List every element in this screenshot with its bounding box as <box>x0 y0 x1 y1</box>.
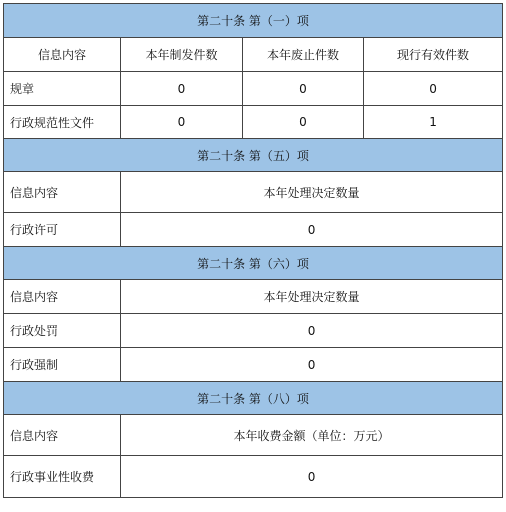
column-header-info: 信息内容 <box>4 172 121 213</box>
section-header-row <box>4 382 503 415</box>
row-label: 行政许可 <box>4 213 121 247</box>
table-row <box>4 72 503 106</box>
table-row <box>4 348 503 382</box>
column-header-row <box>4 415 503 456</box>
cell-value: 0 <box>121 348 503 382</box>
section-header-row <box>4 4 503 38</box>
column-header-info: 信息内容 <box>4 280 121 314</box>
column-header-row <box>4 38 503 72</box>
row-label: 行政规范性文件 <box>4 106 121 139</box>
row-label: 行政处罚 <box>4 314 121 348</box>
column-header-decisions: 本年处理决定数量 <box>121 172 503 213</box>
section-title: 第二十条 第（五）项 <box>4 139 503 172</box>
table-row <box>4 106 503 139</box>
cell-value: 1 <box>364 106 503 139</box>
column-header-info: 信息内容 <box>4 415 121 456</box>
column-header-row <box>4 280 503 314</box>
cell-value: 0 <box>121 72 243 106</box>
cell-value: 0 <box>364 72 503 106</box>
section-title: 第二十条 第（八）项 <box>4 382 503 415</box>
row-label: 规章 <box>4 72 121 106</box>
table-row <box>4 314 503 348</box>
row-label: 行政事业性收费 <box>4 456 121 498</box>
cell-value: 0 <box>243 72 364 106</box>
table-row <box>4 456 503 498</box>
section-title: 第二十条 第（六）项 <box>4 247 503 280</box>
section-header-row <box>4 247 503 280</box>
disclosure-table <box>3 3 503 498</box>
column-header-fees: 本年收费金额（单位：万元） <box>121 415 503 456</box>
table-row <box>4 213 503 247</box>
column-header-repealed: 本年废止件数 <box>243 38 364 72</box>
column-header-row <box>4 172 503 213</box>
section-header-row <box>4 139 503 172</box>
column-header-valid: 现行有效件数 <box>364 38 503 72</box>
column-header-info: 信息内容 <box>4 38 121 72</box>
cell-value: 0 <box>121 456 503 498</box>
column-header-issued: 本年制发件数 <box>121 38 243 72</box>
cell-value: 0 <box>121 106 243 139</box>
cell-value: 0 <box>121 314 503 348</box>
column-header-decisions: 本年处理决定数量 <box>121 280 503 314</box>
section-title: 第二十条 第（一）项 <box>4 4 503 38</box>
row-label: 行政强制 <box>4 348 121 382</box>
cell-value: 0 <box>121 213 503 247</box>
cell-value: 0 <box>243 106 364 139</box>
